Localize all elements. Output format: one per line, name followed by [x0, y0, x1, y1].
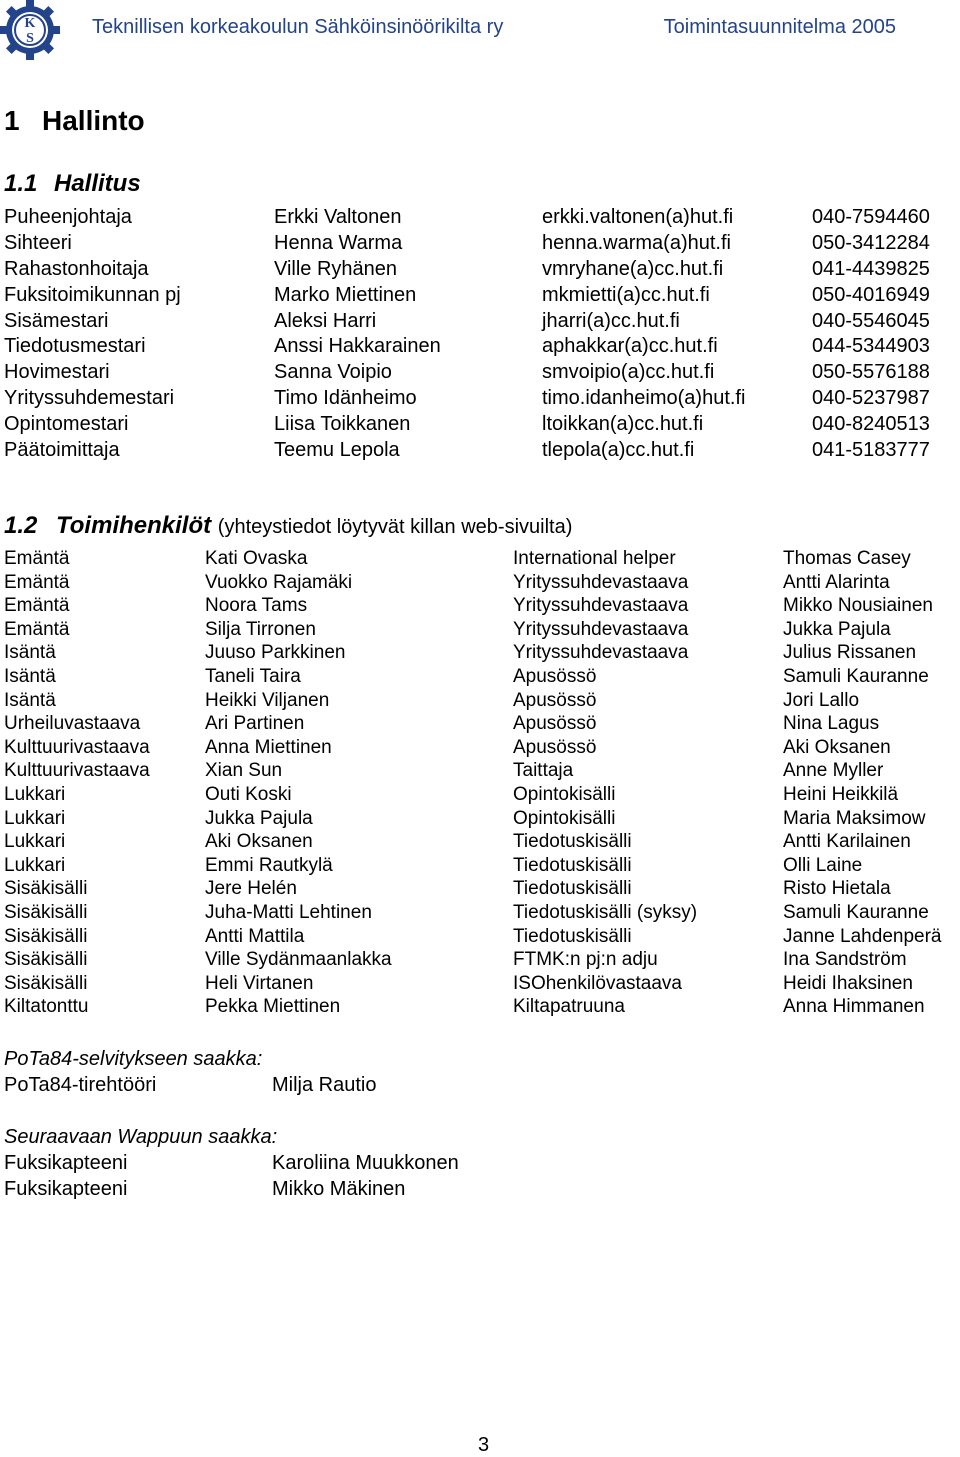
- official-name: Ina Sandström: [783, 949, 907, 971]
- board-phone: 041-5183777: [812, 439, 930, 462]
- official-name: Silja Tirronen: [205, 618, 316, 640]
- official-role: Emäntä: [4, 548, 70, 569]
- official-role: Yrityssuhdevastaava: [513, 642, 689, 664]
- board-phone: 041-4439825: [812, 257, 930, 280]
- board-phone: 050-3412284: [812, 231, 930, 254]
- board-name: Aleksi Harri: [274, 309, 377, 332]
- official-role: ISOhenkilövastaava: [513, 972, 682, 994]
- section-number: 1: [4, 105, 20, 136]
- official-role: Kiltapatruuna: [513, 996, 625, 1018]
- official-role: Emäntä: [4, 618, 70, 640]
- official-role: Kulttuurivastaava: [4, 760, 150, 782]
- official-name: Antti Karilainen: [783, 831, 911, 853]
- official-role: Tiedotuskisälli: [513, 831, 632, 853]
- official-name: Anna Himmanen: [783, 996, 925, 1018]
- section-title: Hallitus: [54, 170, 141, 197]
- board-name: Anssi Hakkarainen: [274, 335, 441, 358]
- section-heading-1-1: [4, 170, 141, 198]
- official-role: Lukkari: [4, 807, 66, 829]
- official-name: Pekka Miettinen: [205, 996, 341, 1018]
- board-email: jharri(a)cc.hut.fi: [542, 309, 680, 332]
- official-role: Sisäkisälli: [4, 901, 88, 923]
- official-name: Samuli Kauranne: [783, 665, 929, 687]
- board-phone: 040-5237987: [812, 387, 930, 410]
- official-name: Juuso Parkkinen: [205, 642, 346, 664]
- official-role: Yrityssuhdevastaava: [513, 595, 689, 617]
- board-email: vmryhane(a)cc.hut.fi: [542, 257, 724, 280]
- section-number: 1.2: [4, 512, 38, 539]
- official-name: Xian Sun: [205, 760, 283, 782]
- official-role: Isäntä: [4, 689, 56, 711]
- board-email: mkmietti(a)cc.hut.fi: [542, 283, 710, 306]
- pota84-row: [4, 1074, 604, 1100]
- official-name: Emmi Rautkylä: [205, 854, 333, 876]
- section-heading-1: [4, 105, 145, 137]
- official-name: Anna Miettinen: [205, 736, 332, 758]
- official-name: Taneli Taira: [205, 665, 301, 687]
- official-name: Antti Mattila: [205, 925, 305, 947]
- official-role: Sisäkisälli: [4, 949, 88, 971]
- svg-text:K: K: [24, 16, 36, 31]
- board-email: smvoipio(a)cc.hut.fi: [542, 361, 715, 384]
- official-role: Kiltatonttu: [4, 996, 89, 1018]
- board-name: Timo Idänheimo: [274, 387, 417, 410]
- board-name: Ville Ryhänen: [274, 257, 398, 280]
- official-role: Tiedotuskisälli: [513, 878, 632, 900]
- official-role: FTMK:n pj:n adju: [513, 949, 658, 971]
- official-role: Yrityssuhdevastaava: [513, 571, 689, 593]
- section-number: 1.1: [4, 170, 38, 197]
- official-role: Lukkari: [4, 854, 66, 876]
- official-name: Jori Lallo: [783, 689, 860, 711]
- official-name: Kati Ovaska: [205, 548, 308, 569]
- board-name: Henna Warma: [274, 231, 403, 254]
- official-role: Tiedotuskisälli: [513, 925, 632, 947]
- official-name: Thomas Casey: [783, 548, 911, 569]
- official-name: Olli Laine: [783, 854, 863, 876]
- official-name: Vuokko Rajamäki: [205, 571, 353, 593]
- official-role: Apusössö: [513, 665, 597, 687]
- official-name: Maria Maksimow: [783, 807, 926, 829]
- wappu-name: Karoliina Muukkonen: [272, 1152, 459, 1174]
- board-email: tlepola(a)cc.hut.fi: [542, 439, 695, 462]
- header-document-title: Toimintasuunnitelma 2005: [663, 16, 896, 38]
- wappu-role: Fuksikapteeni: [4, 1152, 128, 1174]
- official-role: Lukkari: [4, 831, 66, 853]
- official-role: International helper: [513, 548, 676, 569]
- pota84-role: PoTa84-tirehtööri: [4, 1074, 157, 1096]
- official-name: Samuli Kauranne: [783, 901, 929, 923]
- wappu-row: [4, 1178, 604, 1204]
- official-role: Isäntä: [4, 665, 56, 687]
- board-name: Marko Miettinen: [274, 283, 417, 306]
- board-role: Hovimestari: [4, 361, 110, 384]
- board-phone: 044-5344903: [812, 335, 930, 358]
- official-role: Isäntä: [4, 642, 56, 664]
- official-name: Julius Rissanen: [783, 642, 917, 664]
- official-role: Apusössö: [513, 689, 597, 711]
- official-role: Tiedotuskisälli (syksy): [513, 901, 698, 923]
- official-name: Ville Sydänmaanlakka: [205, 949, 392, 971]
- wappu-heading: Seuraavaan Wappuun saakka:: [4, 1126, 278, 1148]
- section-title: Hallinto: [42, 105, 145, 136]
- board-email: henna.warma(a)hut.fi: [542, 231, 731, 254]
- board-name: Sanna Voipio: [274, 361, 392, 384]
- official-name: Heli Virtanen: [205, 972, 314, 994]
- page-number: 3: [478, 1434, 490, 1456]
- official-role: Sisäkisälli: [4, 925, 88, 947]
- board-phone: 040-8240513: [812, 413, 930, 436]
- official-role: Opintokisälli: [513, 807, 616, 829]
- official-name: Antti Alarinta: [783, 571, 890, 593]
- official-name: Heini Heikkilä: [783, 783, 899, 805]
- board-role: Fuksitoimikunnan pj: [4, 283, 181, 306]
- section-heading-1-2: [4, 512, 572, 540]
- official-name: Noora Tams: [205, 595, 308, 617]
- official-role: Sisäkisälli: [4, 878, 88, 900]
- official-name: Nina Lagus: [783, 713, 880, 735]
- board-name: Erkki Valtonen: [274, 206, 402, 228]
- svg-text:S: S: [26, 31, 34, 46]
- official-role: Kulttuurivastaava: [4, 736, 150, 758]
- section-title: Toimihenkilöt: [56, 512, 212, 539]
- board-role: Päätoimittaja: [4, 439, 120, 462]
- board-email: erkki.valtonen(a)hut.fi: [542, 206, 734, 228]
- official-name: Heikki Viljanen: [205, 689, 330, 711]
- wappu-row: [4, 1152, 604, 1178]
- board-role: Sihteeri: [4, 231, 72, 254]
- official-name: Aki Oksanen: [205, 831, 313, 853]
- wappu-role: Fuksikapteeni: [4, 1178, 128, 1200]
- official-role: Lukkari: [4, 783, 66, 805]
- board-role: Sisämestari: [4, 309, 109, 332]
- board-email: aphakkar(a)cc.hut.fi: [542, 335, 718, 358]
- header-organization: Teknillisen korkeakoulun Sähköinsinöörikilta ry: [92, 16, 504, 38]
- official-role: Taittaja: [513, 760, 574, 782]
- official-name: Aki Oksanen: [783, 736, 891, 758]
- board-email: timo.idanheimo(a)hut.fi: [542, 387, 746, 410]
- board-phone: 050-5576188: [812, 361, 930, 384]
- board-role: Opintomestari: [4, 413, 129, 436]
- board-role: Tiedotusmestari: [4, 335, 146, 358]
- official-role: Opintokisälli: [513, 783, 616, 805]
- official-role: Yrityssuhdevastaava: [513, 618, 689, 640]
- official-role: Emäntä: [4, 595, 70, 617]
- official-name: Ari Partinen: [205, 713, 305, 735]
- official-name: Jere Helén: [205, 878, 297, 900]
- official-role: Apusössö: [513, 736, 597, 758]
- official-name: Anne Myller: [783, 760, 884, 782]
- guild-logo-gear-icon: [0, 0, 64, 64]
- official-role: Tiedotuskisälli: [513, 854, 632, 876]
- official-name: Jukka Pajula: [783, 618, 891, 640]
- official-role: Urheiluvastaava: [4, 713, 141, 735]
- official-name: Outi Koski: [205, 783, 292, 805]
- board-name: Teemu Lepola: [274, 439, 400, 462]
- pota84-heading: PoTa84-selvitykseen saakka:: [4, 1048, 263, 1070]
- board-role: Rahastonhoitaja: [4, 257, 149, 280]
- pota84-name: Milja Rautio: [272, 1074, 377, 1096]
- section-note: (yhteystiedot löytyvät killan web-sivuilta): [217, 516, 573, 538]
- board-phone: 040-7594460: [812, 206, 930, 228]
- official-name: Risto Hietala: [783, 878, 891, 900]
- board-role: Puheenjohtaja: [4, 206, 132, 228]
- board-phone: 040-5546045: [812, 309, 930, 332]
- board-role: Yrityssuhdemestari: [4, 387, 175, 410]
- official-role: Apusössö: [513, 713, 597, 735]
- official-name: Jukka Pajula: [205, 807, 313, 829]
- board-phone: 050-4016949: [812, 283, 930, 306]
- official-name: Heidi Ihaksinen: [783, 972, 913, 994]
- official-name: Juha-Matti Lehtinen: [205, 901, 372, 923]
- official-name: Mikko Nousiainen: [783, 595, 933, 617]
- official-role: Emäntä: [4, 571, 70, 593]
- board-name: Liisa Toikkanen: [274, 413, 411, 436]
- wappu-name: Mikko Mäkinen: [272, 1178, 406, 1200]
- official-name: Janne Lahdenperä: [783, 925, 942, 947]
- board-email: ltoikkan(a)cc.hut.fi: [542, 413, 704, 436]
- page-header: [0, 0, 960, 60]
- official-role: Sisäkisälli: [4, 972, 88, 994]
